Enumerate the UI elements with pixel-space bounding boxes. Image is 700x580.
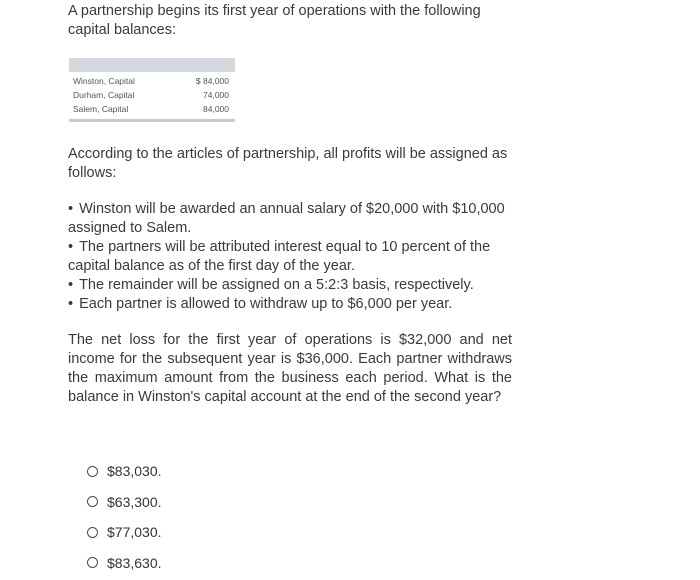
- bullet-item: [68, 200, 508, 238]
- bullet-icon: •: [68, 201, 74, 217]
- row-amount: $ 84,000: [195, 76, 229, 86]
- table-row: [69, 74, 235, 88]
- articles-text: According to the articles of partnership, all profits will be assigned as follows:: [68, 146, 508, 181]
- table-row: [69, 102, 235, 116]
- bullet-icon: •: [68, 239, 74, 255]
- bullet-text: The remainder will be assigned on a 5:2:3 basis, respectively.: [79, 277, 474, 293]
- bullet-icon: •: [68, 277, 74, 293]
- radio-button-icon[interactable]: [87, 496, 98, 507]
- row-label: Winston, Capital: [73, 76, 135, 86]
- table-footer-bar: [69, 119, 235, 122]
- answer-option[interactable]: [87, 548, 162, 579]
- row-amount: 84,000: [203, 104, 229, 114]
- question-text: The net loss for the first year of operations is $32,000 and net income for the subsequent year is $36,000. Each partner withdraws the maximum amount from the business each period. What is the balance in Winston's capital account at the end of the second year?: [68, 332, 512, 405]
- answer-options: [87, 456, 162, 578]
- radio-button-icon[interactable]: [87, 557, 98, 568]
- bullet-list: [68, 200, 508, 314]
- answer-option[interactable]: [87, 456, 162, 487]
- row-label: Durham, Capital: [73, 90, 135, 100]
- answer-option[interactable]: [87, 517, 162, 548]
- bullet-item: [68, 276, 508, 295]
- row-label: Salem, Capital: [73, 104, 129, 114]
- option-label[interactable]: $77,030.: [107, 524, 162, 541]
- option-label[interactable]: $63,300.: [107, 493, 162, 510]
- bullet-icon: •: [68, 296, 74, 312]
- option-label[interactable]: $83,030.: [107, 463, 162, 480]
- radio-button-icon[interactable]: [87, 466, 98, 477]
- bullet-text: The partners will be attributed interest equal to 10 percent of the capital balance as of the first day of the year.: [68, 239, 491, 274]
- radio-button-icon[interactable]: [87, 527, 98, 538]
- capital-balances-table: [69, 58, 235, 122]
- option-label[interactable]: $83,630.: [107, 554, 162, 571]
- bullet-item: [68, 238, 508, 276]
- bullet-text: Winston will be awarded an annual salary of $20,000 with $10,000 assigned to Salem.: [68, 201, 505, 236]
- table-row: [69, 88, 235, 102]
- row-amount: 74,000: [203, 90, 229, 100]
- intro-text: A partnership begins its first year of operations with the following capital balances:: [68, 3, 481, 38]
- answer-option[interactable]: [87, 487, 162, 518]
- bullet-item: [68, 295, 508, 314]
- bullet-text: Each partner is allowed to withdraw up to $6,000 per year.: [79, 296, 453, 312]
- table-header-bar: [69, 58, 235, 72]
